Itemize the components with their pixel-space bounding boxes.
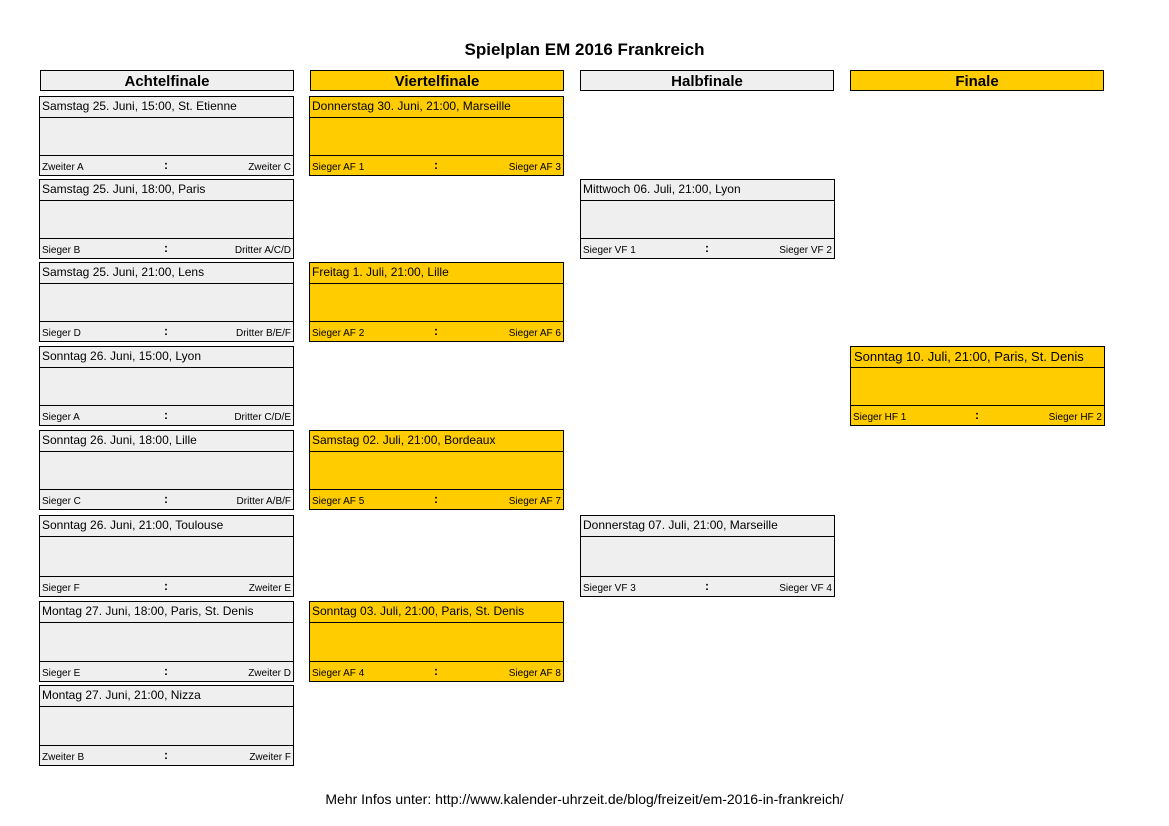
match-vf-4 [309,601,564,682]
score-separator: : [164,579,168,593]
match-header: Donnerstag 30. Juni, 21:00, Marseille [310,97,563,118]
team-home: Zweiter A [42,162,84,173]
match-vf-2 [309,262,564,342]
team-home: Sieger AF 4 [312,668,365,679]
match-header: Sonntag 10. Juli, 21:00, Paris, St. Denis [851,347,1104,368]
match-header: Samstag 02. Juli, 21:00, Bordeaux [310,431,563,452]
score-separator: : [164,408,168,422]
header-viertelfinale: Viertelfinale [310,70,564,91]
score-separator: : [164,748,168,762]
team-away: Sieger HF 2 [1048,412,1102,423]
score-separator: : [434,492,438,506]
team-away: Sieger AF 6 [508,328,561,339]
team-away: Dritter B/E/F [235,328,291,339]
match-header: Sonntag 26. Juni, 18:00, Lille [40,431,293,452]
match-footer [40,576,293,596]
match-hf-1 [580,179,835,259]
match-vf-1 [309,96,564,176]
team-home: Sieger A [42,412,80,423]
match-header: Sonntag 26. Juni, 15:00, Lyon [40,347,293,368]
match-header: Montag 27. Juni, 18:00, Paris, St. Denis [40,602,293,623]
team-away: Zweiter F [249,752,291,763]
score-separator: : [975,408,979,422]
score-separator: : [705,241,709,255]
team-away: Dritter C/D/E [234,412,291,423]
score-separator: : [164,158,168,172]
match-header: Mittwoch 06. Juli, 21:00, Lyon [581,180,834,201]
match-af-7 [39,601,294,682]
match-af-1 [39,96,294,176]
team-home: Zweiter B [42,752,85,763]
match-footer [581,576,834,596]
team-away: Sieger AF 7 [508,496,561,507]
team-away: Dritter A/C/D [234,245,291,256]
score-separator: : [434,664,438,678]
match-af-5 [39,430,294,510]
score-separator: : [164,241,168,255]
team-home: Sieger AF 2 [312,328,365,339]
match-header: Sonntag 26. Juni, 21:00, Toulouse [40,516,293,537]
score-separator: : [164,492,168,506]
header-finale: Finale [850,70,1104,91]
match-header: Sonntag 03. Juli, 21:00, Paris, St. Denis [310,602,563,623]
match-footer [40,745,293,765]
match-footer [40,661,293,681]
match-footer [581,238,834,258]
match-footer [40,321,293,341]
score-separator: : [164,664,168,678]
team-away: Zweiter C [248,162,291,173]
score-separator: : [434,158,438,172]
team-away: Zweiter D [248,668,291,679]
match-header: Samstag 25. Juni, 18:00, Paris [40,180,293,201]
match-af-3 [39,262,294,342]
match-footer [851,405,1104,425]
team-away: Zweiter E [248,583,291,594]
team-home: Sieger D [42,328,81,339]
match-footer [310,321,563,341]
match-header: Donnerstag 07. Juli, 21:00, Marseille [581,516,834,537]
match-footer [310,661,563,681]
team-home: Sieger AF 1 [312,162,365,173]
match-footer [40,405,293,425]
match-footer [310,155,563,175]
team-home: Sieger B [42,245,81,256]
team-home: Sieger VF 1 [583,245,636,256]
header-halbfinale: Halbfinale [580,70,834,91]
team-away: Sieger AF 3 [508,162,561,173]
match-footer [310,489,563,509]
match-header: Samstag 25. Juni, 15:00, St. Etienne [40,97,293,118]
match-footer [40,155,293,175]
score-separator: : [705,579,709,593]
match-header: Samstag 25. Juni, 21:00, Lens [40,263,293,284]
match-af-4 [39,346,294,426]
match-af-6 [39,515,294,597]
team-away: Sieger VF 2 [779,245,832,256]
team-away: Dritter A/B/F [236,496,291,507]
footer-info: Mehr Infos unter: http://www.kalender-uhrzeit.de/blog/freizeit/em-2016-in-frankreich/ [325,791,844,807]
match-footer [40,238,293,258]
team-away: Sieger VF 4 [779,583,832,594]
team-home: Sieger AF 5 [312,496,365,507]
match-af-8 [39,685,294,766]
score-separator: : [164,324,168,338]
match-finale [850,346,1105,426]
team-away: Sieger AF 8 [508,668,561,679]
page-title: Spielplan EM 2016 Frankreich [464,40,705,59]
match-hf-2 [580,515,835,597]
match-header: Montag 27. Juni, 21:00, Nizza [40,686,293,707]
header-achtelfinale: Achtelfinale [40,70,294,91]
team-home: Sieger F [42,583,80,594]
match-footer [40,489,293,509]
team-home: Sieger C [42,496,81,507]
team-home: Sieger HF 1 [853,412,907,423]
match-header: Freitag 1. Juli, 21:00, Lille [310,263,563,284]
match-vf-3 [309,430,564,510]
score-separator: : [434,324,438,338]
match-af-2 [39,179,294,259]
team-home: Sieger VF 3 [583,583,636,594]
team-home: Sieger E [42,668,81,679]
